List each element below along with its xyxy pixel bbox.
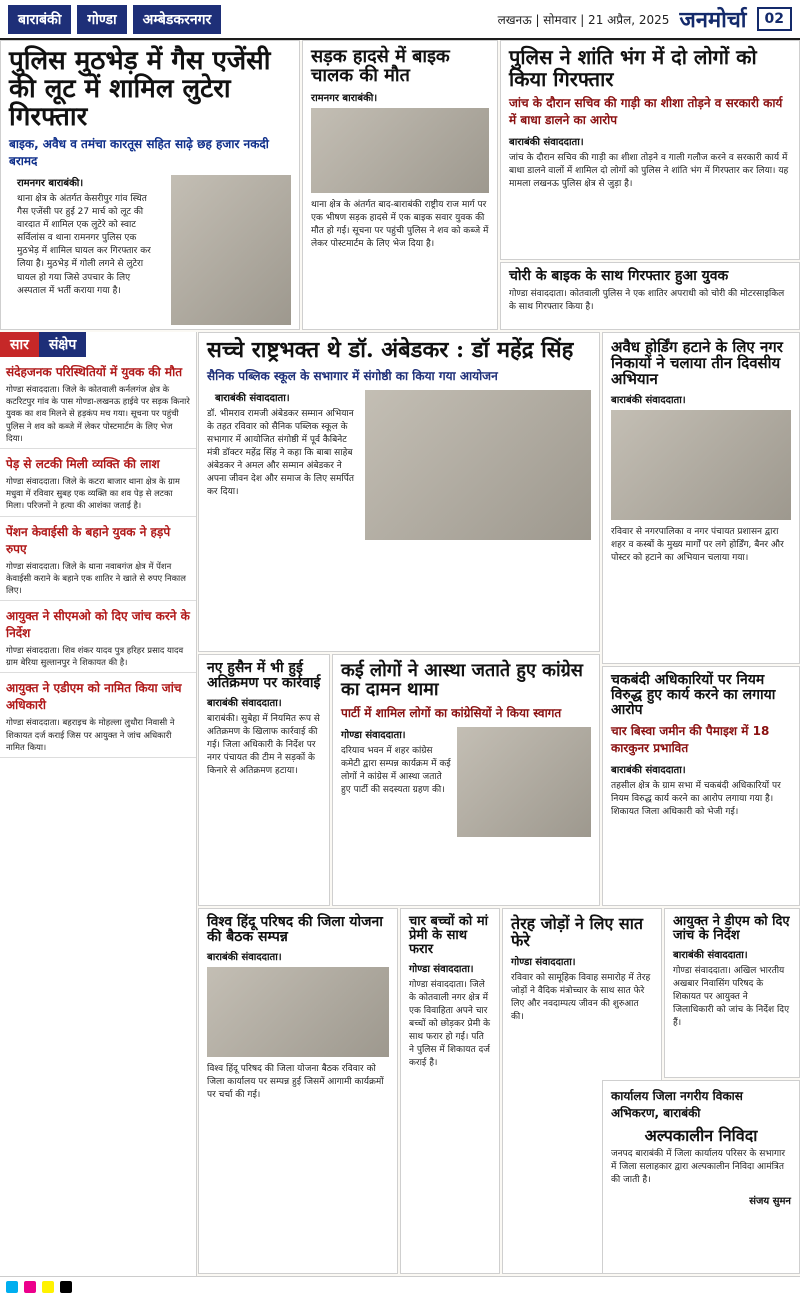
article-bike-theft	[500, 262, 800, 330]
article-byline: बाराबंकी संवाददाता।	[215, 392, 290, 404]
section-tabs	[8, 5, 227, 34]
brief-item	[0, 449, 196, 517]
masthead	[498, 4, 800, 34]
brief-item	[0, 673, 196, 758]
article-hoarding-drive	[602, 332, 800, 664]
brief-text: गोण्डा संवाददाता। शिव शंकर यादव पुत्र हरिहर प्रसाद यादव ग्राम बेरिया सुल्तानपुर ने शिकायत की है।	[6, 645, 184, 668]
notice-tender	[602, 1080, 800, 1274]
article-headline: चार बच्चों को मां प्रेमी के साथ फरार	[409, 914, 488, 958]
article-headline: सड़क हादसे में बाइक चालक की मौत	[311, 46, 450, 87]
sidebar-header	[0, 332, 196, 357]
article-photo	[171, 175, 291, 325]
article-headline: सच्चे राष्ट्रभक्त थे डॉ. अंबेडकर : डॉ महेंद्र सिंह	[207, 337, 574, 363]
brief-title: आयुक्त ने एडीएम को नामित किया जांच अधिकारी	[6, 681, 182, 713]
article-body: रविवार को सामूहिक विवाह समारोह में तेरह जोड़ों ने वैदिक मंत्रोच्चार के साथ सात फेरे लिए और नवदाम्पत्य जीवन की शुरुआत की।	[511, 972, 651, 1022]
article-subhead: चार बिस्वा जमीन की पैमाइश में 18 कारकुनर प्रभावित	[611, 724, 770, 756]
article-subhead: जांच के दौरान सचिव की गाड़ी का शीशा तोड़ने व सरकारी कार्य में बाधा डालने का आरोप	[509, 96, 783, 128]
article-loot-arrest	[0, 40, 300, 330]
article-body: रविवार से नगरपालिका व नगर पंचायत प्रशासन द्वारा शहर व कस्बों के मुख्य मार्गों पर लगे होर्डिंग, बैनर और पोस्टर को हटाने का अभियान चलाया गया।	[611, 526, 784, 563]
article-photo	[365, 390, 591, 540]
article-headline: आयुक्त ने डीएम को दिए जांच के निर्देश	[673, 914, 790, 944]
brief-text: गोण्डा संवाददाता। जिले के कोतवाली कर्नलगंज क्षेत्र के कटरिटपुर गांव के पास गोण्डा-लखनऊ हाईवे पर सड़क किनारे युवक का शव मिलने से हड़कंप मच गया। सूचना पर पहुंची पुलिस ने शव को कब्जे में लेकर पोस्टमार्टम के लिए भेज दिया।	[6, 384, 190, 443]
article-ambedkar-seminar	[198, 332, 600, 652]
notice-signatory: संजय सुमन	[749, 1196, 791, 1208]
cyan-swatch	[6, 1281, 18, 1293]
article-byline: गोण्डा संवाददाता।	[341, 729, 406, 741]
article-byline: रामनगर बाराबंकी।	[17, 178, 84, 190]
article-headline: पुलिस मुठभेड़ में गैस एजेंसी की लूट में शामिल लुटेरा गिरफ्तार	[9, 46, 271, 133]
page-number: 02	[757, 7, 792, 31]
article-byline: बाराबंकी संवाददाता।	[509, 137, 584, 149]
article-byline: गोण्डा संवाददाता।	[409, 964, 474, 976]
brief-text: गोण्डा संवाददाता। जिले के कटरा बाजार थाना क्षेत्र के ग्राम मधुवा में रविवार सुबह एक व्यक्ति का शव पेड़ से लटका मिला। परिजनों ने हत्या की आशंका जताई है।	[6, 475, 180, 511]
article-body: डॉ. भीमराव रामजी अंबेडकर सम्मान अभियान के तहत रविवार को सैनिक पब्लिक स्कूल के सभागार में आयोजित संगोष्ठी में पूर्व कैबिनेट मंत्री डॉक्टर महेंद्र सिंह ने कहा कि बाबा साहेब अंबेडकर ने अमल और सम्मान अंबेडकर ने अपना जीवन देश और समाज के लिए समर्पित कर दिया।	[207, 408, 354, 498]
sidebar-tab-sankshep: संक्षेप	[39, 332, 86, 357]
sidebar-briefs	[0, 332, 197, 1292]
article-body: तहसील क्षेत्र के ग्राम सभा में चकबंदी अधिकारियों पर नियम विरुद्ध कार्य करने का आरोप लगाया गया है। शिकायत जिला अधिकारी को भेजी गई।	[611, 781, 781, 818]
print-color-strip	[0, 1276, 800, 1295]
brief-text: गोण्डा संवाददाता। जिले के थाना नवाबगंज क्षेत्र में पेंशन केवाईसी कराने के बहाने एक शातिर ने खाते से रुपए निकाल लिए।	[6, 560, 186, 595]
brand-logo: जनमोर्चा	[679, 7, 747, 33]
article-headline: चोरी के बाइक के साथ गिरफ्तार हुआ युवक	[509, 268, 729, 284]
tab-ambedkarnagar[interactable]: अम्बेडकरनगर	[133, 5, 222, 34]
article-body: थाना क्षेत्र के अंतर्गत केसरीपुर गांव स्थित गैस एजेंसी पर हुई 27 मार्च को लूट की वारदात में शामिल एक लुटेरे को स्वाट सर्विलांस व थाना रामनगर पुलिस एक मुठभेड़ में शामिल घायल कर गिरफ्तार कर लिया है। मुठभेड़ में गोली लगने से लुटेरा घायल हो गया जिसे उपचार के लिए अस्पताल में भर्ती कराया गया है।	[17, 194, 151, 296]
article-subhead: बाइक, अवैध व तमंचा कारतूस सहित साढ़े छह हजार नकदी बरामद	[9, 137, 269, 169]
article-body: गोण्डा संवाददाता। जिले के कोतवाली नगर क्षेत्र में एक विवाहिता अपने चार बच्चों को छोड़कर प्रेमी के साथ फरार हो गई। पति ने पुलिस में शिकायत दर्ज कराई है।	[409, 980, 491, 1069]
brief-title: संदेहजनक परिस्थितियों में युवक की मौत	[6, 365, 183, 379]
article-subhead: पार्टी में शामिल लोगों का कांग्रेसियों ने किया स्वागत	[341, 705, 562, 720]
article-byline: गोण्डा संवाददाता।	[511, 956, 576, 968]
article-headline: नए हुसैन में भी हुई अतिक्रमण पर कार्रवाई	[207, 660, 321, 692]
sidebar-tab-saar: सार	[0, 332, 39, 357]
article-headline: विश्व हिंदू परिषद की जिला योजना की बैठक सम्पन्न	[207, 914, 383, 946]
article-byline: बाराबंकी संवाददाता।	[673, 950, 748, 962]
notice-body: जनपद बाराबंकी में जिला कार्यालय परिसर के सभागार में जिला सलाहकार द्वारा अल्पकालीन निविदा आमंत्रित की जाती है।	[611, 1149, 786, 1186]
notice-office: कार्यालय जिला नगरीय विकास अभिकरण, बाराबंकी	[611, 1089, 743, 1120]
article-subhead: सैनिक पब्लिक स्कूल के सभागार में संगोष्ठी का किया गया आयोजन	[207, 368, 498, 383]
article-byline: बाराबंकी संवाददाता।	[207, 952, 282, 964]
article-body: गोण्डा संवाददाता। अखिल भारतीय अखबार निवासिंग परिषद के शिकायत पर आयुक्त ने जिलाधिकारी को जांच के निर्देश दिए हैं।	[673, 966, 790, 1029]
magenta-swatch	[24, 1281, 36, 1293]
article-photo	[611, 410, 791, 520]
brief-title: आयुक्त ने सीएमओ को दिए जांच करने के निर्देश	[6, 609, 190, 641]
brief-text: गोण्डा संवाददाता। बहराइच के मोहल्ला लुधौरा निवासी ने शिकायत दर्ज कराई जिस पर आयुक्त ने जांच अधिकारी नामित किया।	[6, 717, 175, 752]
article-body: थाना क्षेत्र के अंतर्गत बाद-बाराबंकी राष्ट्रीय राज मार्ग पर एक भीषण सड़क हादसे में एक बाइक सवार युवक की मौत हो गई। सूचना पर पहुंची पुलिस ने शव को कब्जे में लेकर पोस्टमार्टम के लिए भेज दिया है।	[311, 199, 489, 250]
brief-title: पेड़ से लटकी मिली व्यक्ति की लाश	[6, 456, 160, 471]
article-body: बाराबंकी। सुबेहा में नियमित रूप से अतिक्रमण के खिलाफ कार्रवाई की गई। जिला अधिकारी के निर्देश पर नगर पंचायत की टीम ने सड़कों के किनारे से अतिक्रमण हटाया।	[207, 714, 320, 777]
article-road-accident	[302, 40, 498, 330]
article-congress-joining	[332, 654, 600, 906]
date-line: लखनऊ | सोमवार | 21 अप्रैल, 2025	[497, 12, 670, 27]
article-elopement	[400, 908, 500, 1274]
brief-item	[0, 517, 196, 602]
article-headline: तेरह जोड़ों ने लिए सात फेरे	[511, 914, 643, 951]
brief-item	[0, 357, 196, 449]
article-encroachment	[198, 654, 330, 906]
yellow-swatch	[42, 1281, 54, 1293]
notice-title: अल्पकालीन निविदा	[644, 1126, 758, 1145]
article-commissioner-order	[664, 908, 800, 1078]
article-headline: चकबंदी अधिकारियों पर नियम विरुद्ध हुए कार्य करने का लगाया आरोप	[611, 672, 776, 719]
article-photo	[207, 967, 389, 1057]
masthead-bar	[0, 0, 800, 40]
article-body: दरियाव भवन में शहर कांग्रेस कमेटी द्वारा सम्पन्न कार्यक्रम में कई लोगों ने कांग्रेस में आस्था जताते हुए पार्टी की सदस्यता ग्रहण की।	[341, 745, 451, 796]
tab-gonda[interactable]: गोण्डा	[77, 5, 126, 34]
article-photo	[311, 108, 489, 193]
article-headline: पुलिस ने शांति भंग में दो लोगों को किया गिरफ्तार	[509, 45, 757, 91]
article-body: गोण्डा संवाददाता। कोतवाली पुलिस ने एक शातिर अपराधी को चोरी की मोटरसाइकिल के साथ गिरफ्तार किया है।	[509, 289, 785, 313]
article-consolidation	[602, 666, 800, 906]
black-swatch	[60, 1281, 72, 1293]
article-vhp-meeting	[198, 908, 398, 1274]
brief-title: पेंशन केवाईसी के बहाने युवक ने हड़पे रुपए	[6, 524, 171, 556]
article-byline: बाराबंकी संवाददाता।	[207, 698, 282, 710]
tab-barabanki[interactable]: बाराबंकी	[8, 5, 71, 34]
article-byline: बाराबंकी संवाददाता।	[611, 765, 686, 777]
article-body: जांच के दौरान सचिव की गाड़ी का शीशा तोड़ने व गाली गलौज करने व सरकारी कार्य में बाधा डालने वालों में शामिल दो लोगों को पुलिस ने शांति भंग में गिरफ्तार कर लिया। यह मामला लखनऊ पुलिस क्षेत्र से जुड़ा है।	[509, 153, 789, 190]
article-byline: रामनगर बाराबंकी।	[311, 92, 378, 104]
article-peace-breach	[500, 40, 800, 260]
brief-item	[0, 601, 196, 673]
article-headline: अवैध होर्डिंग हटाने के लिए नगर निकायों ने चलाया तीन दिवसीय अभियान	[611, 338, 783, 389]
article-photo	[457, 727, 591, 837]
article-byline: बाराबंकी संवाददाता।	[611, 394, 686, 406]
article-headline: कई लोगों ने आस्था जताते हुए कांग्रेस का दामन थामा	[341, 660, 583, 701]
article-body: विश्व हिंदू परिषद की जिला योजना बैठक रविवार को जिला कार्यालय पर सम्पन्न हुई जिसमें आगामी कार्यक्रमों पर चर्चा की गई।	[207, 1064, 384, 1101]
